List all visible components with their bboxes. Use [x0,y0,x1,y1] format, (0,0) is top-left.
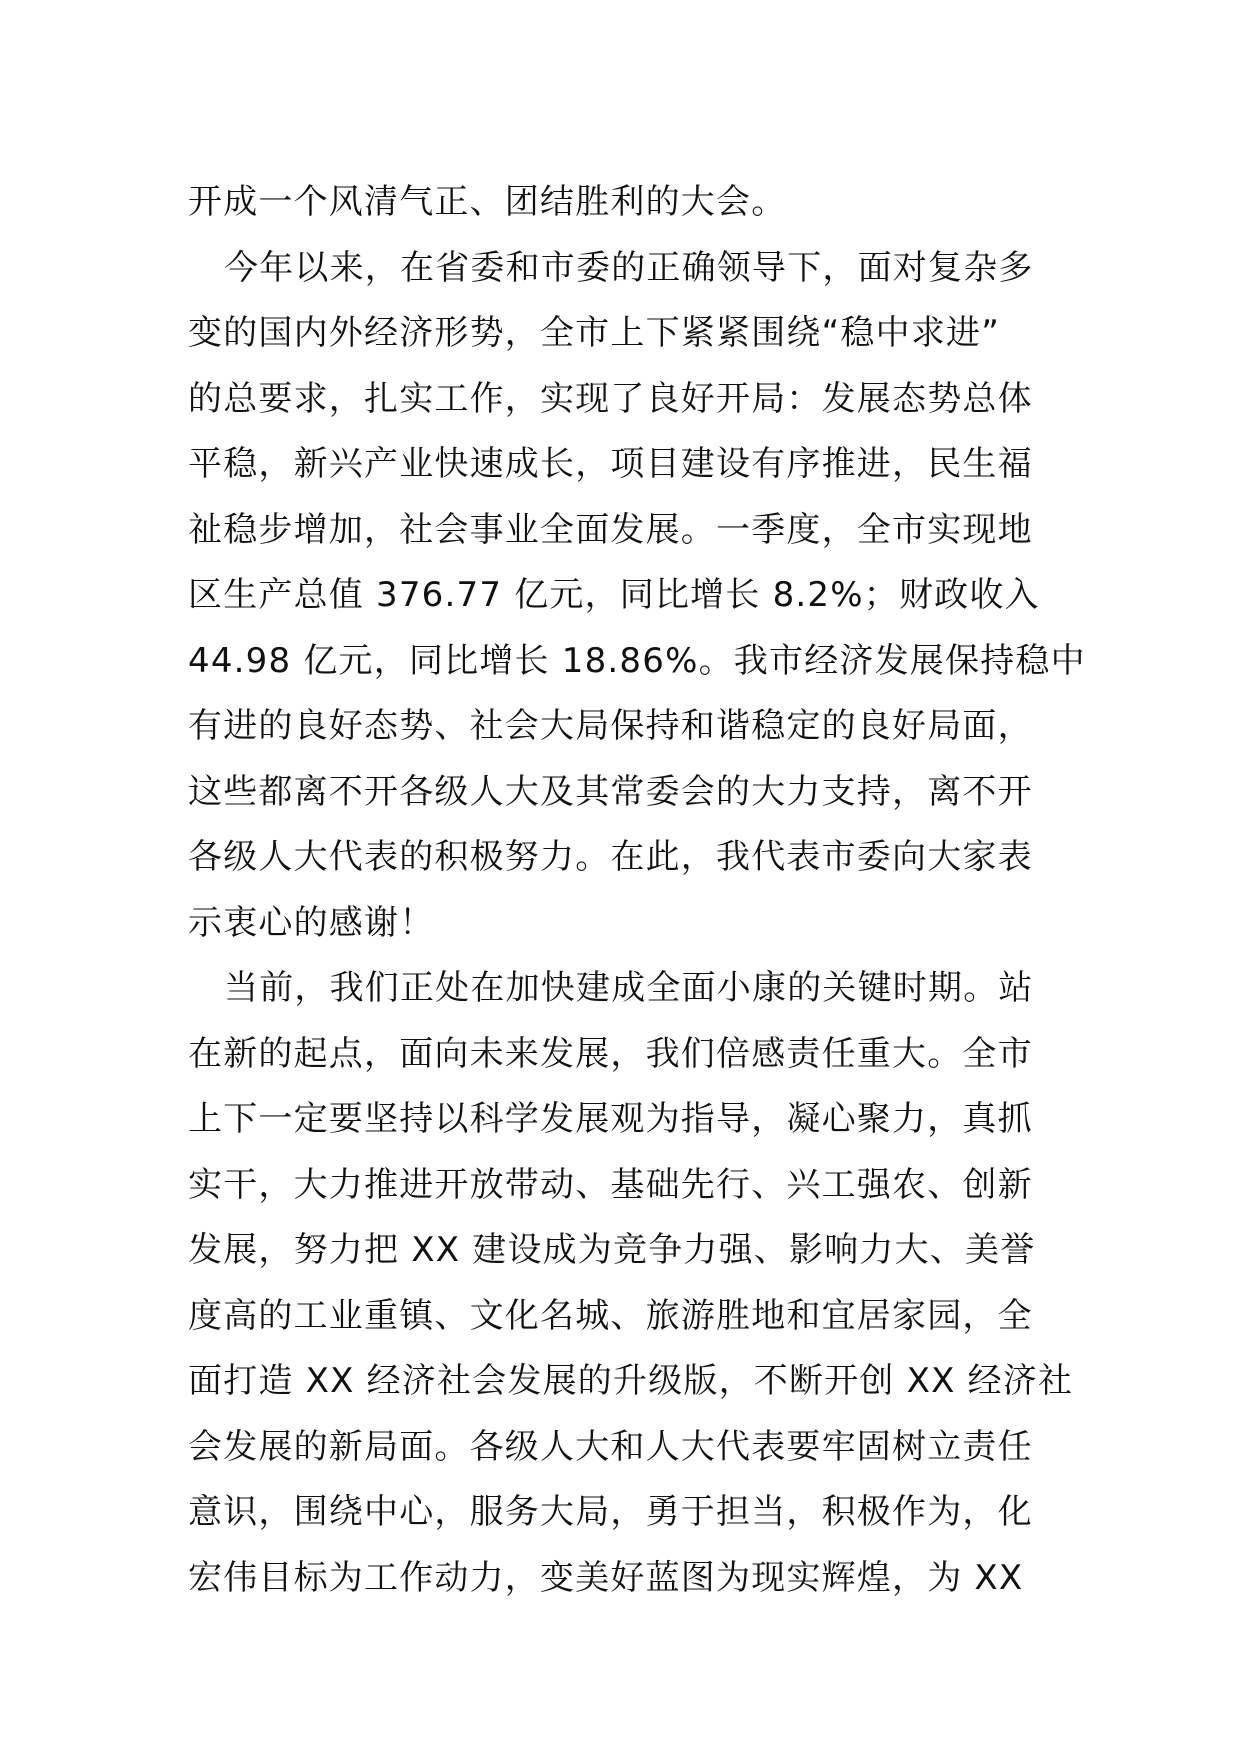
text-line: 上下一定要坚持以科学发展观为指导，凝心聚力，真抓 [188,1099,1033,1139]
text-line: 这些都离不开各级人大及其常委会的大力支持，离不开 [188,771,1033,812]
text-line: 区生产总值 376.77 亿元，同比增长 8.2%；财政收入 [188,575,1040,615]
text-line: 示衷心的感谢！ [188,902,435,943]
text-line: 有进的良好态势、社会大局保持和谐稳定的良好局面， [188,706,1033,746]
document-body [188,170,1086,1611]
text-line: 面打造 XX 经济社会发展的升级版，不断开创 XX 经济社 [188,1361,1074,1401]
text-line: 实干，大力推进开放带动、基础先行、兴工强农、创新 [188,1164,1033,1205]
text-line: 祉稳步增加，社会事业全面发展。一季度，全市实现地 [188,509,1033,550]
text-line: 各级人大代表的积极努力。在此，我代表市委向大家表 [188,837,1033,877]
text-line: 变的国内外经济形势，全市上下紧紧围绕“稳中求进” [188,313,1001,353]
text-line: 平稳，新兴产业快速成长，项目建设有序推进，民生福 [188,444,1033,484]
text-line: 在新的起点，面向未来发展，我们倍感责任重大。全市 [188,1033,1033,1074]
text-line: 度高的工业重镇、文化名城、旅游胜地和宜居家园，全 [188,1295,1033,1336]
text-line: 开成一个风清气正、团结胜利的大会。 [188,182,787,222]
text-line: 的总要求，扎实工作，实现了良好开局：发展态势总体 [188,378,1033,419]
paragraph-first-line: 今年以来，在省委和市委的正确领导下，面对复杂多 [224,247,1034,288]
text-line: 意识，围绕中心，服务大局，勇于担当，积极作为，化 [188,1492,1033,1532]
text-line: 会发展的新局面。各级人大和人大代表要牢固树立责任 [188,1426,1033,1467]
paragraph-first-line: 当前，我们正处在加快建成全面小康的关键时期。站 [224,968,1034,1008]
text-line: 宏伟目标为工作动力，变美好蓝图为现实辉煌，为 XX [188,1557,1024,1598]
text-line: 发展，努力把 XX 建设成为竞争力强、影响力大、美誉 [188,1230,1036,1270]
text-line: 44.98 亿元，同比增长 18.86%。我市经济发展保持稳中 [188,640,1086,681]
